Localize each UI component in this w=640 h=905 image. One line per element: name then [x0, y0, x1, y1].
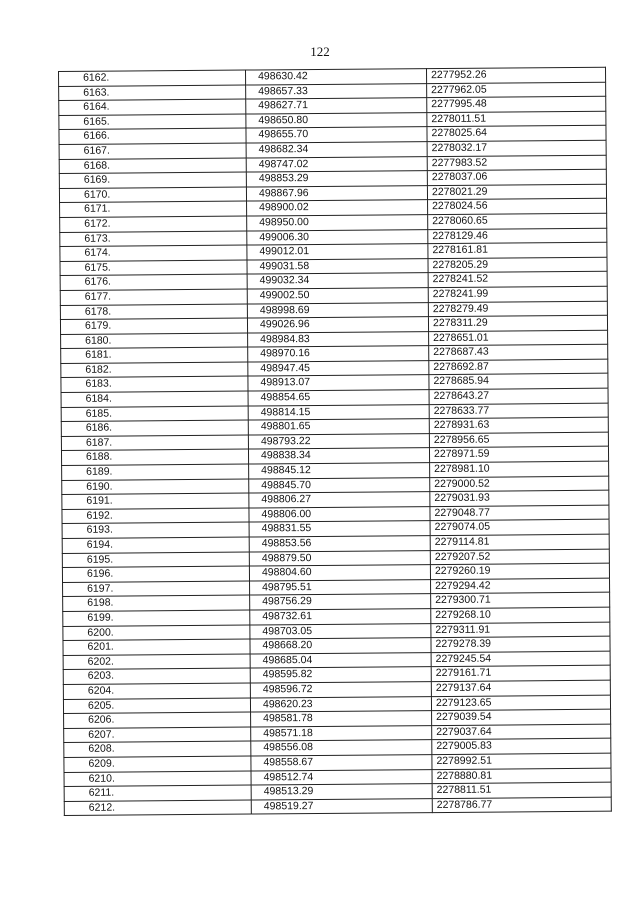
y-coordinate-cell: 2279300.71	[431, 593, 610, 609]
point-number-cell: 6187.	[61, 435, 248, 451]
x-coordinate-cell: 498845.12	[249, 463, 430, 479]
x-coordinate-cell: 499012.01	[247, 244, 428, 260]
y-coordinate-cell: 2277983.52	[427, 155, 606, 171]
y-coordinate-cell: 2278633.77	[429, 403, 608, 419]
x-coordinate-cell: 498998.69	[247, 302, 428, 318]
y-coordinate-cell: 2278025.64	[427, 126, 606, 142]
y-coordinate-cell: 2279123.65	[431, 695, 610, 711]
y-coordinate-cell: 2277995.48	[427, 96, 606, 112]
y-coordinate-cell: 2278241.52	[428, 272, 607, 288]
point-number-cell: 6177.	[60, 289, 247, 305]
x-coordinate-cell: 498581.78	[251, 711, 432, 727]
point-number-cell: 6205.	[63, 698, 250, 714]
y-coordinate-cell: 2278971.59	[429, 447, 608, 463]
point-number-cell: 6202.	[63, 654, 250, 670]
point-number-cell: 6169.	[59, 172, 246, 188]
point-number-cell: 6204.	[63, 683, 250, 699]
x-coordinate-cell: 498732.61	[250, 609, 431, 625]
y-coordinate-cell: 2279048.77	[430, 505, 609, 521]
point-number-cell: 6210.	[64, 771, 251, 787]
x-coordinate-cell: 498795.51	[250, 579, 431, 595]
x-coordinate-cell: 498879.50	[249, 550, 430, 566]
point-number-cell: 6191.	[62, 493, 249, 509]
x-coordinate-cell: 498558.67	[251, 754, 432, 770]
y-coordinate-cell: 2278037.06	[427, 169, 606, 185]
y-coordinate-cell: 2278311.29	[428, 315, 607, 331]
point-number-cell: 6168.	[59, 158, 246, 174]
x-coordinate-cell: 498571.18	[251, 725, 432, 741]
x-coordinate-cell: 498747.02	[246, 156, 427, 172]
x-coordinate-cell: 498630.42	[245, 69, 426, 85]
x-coordinate-cell: 498950.00	[247, 215, 428, 231]
y-coordinate-cell: 2279207.52	[430, 549, 609, 565]
x-coordinate-cell: 498867.96	[246, 185, 427, 201]
point-number-cell: 6178.	[60, 304, 247, 320]
y-coordinate-cell: 2278692.87	[429, 359, 608, 375]
point-number-cell: 6196.	[62, 566, 249, 582]
point-number-cell: 6171.	[60, 201, 247, 217]
coordinates-table-body	[59, 67, 612, 816]
point-number-cell: 6184.	[61, 391, 248, 407]
point-number-cell: 6197.	[63, 581, 250, 597]
y-coordinate-cell: 2278129.46	[428, 228, 607, 244]
point-number-cell: 6166.	[59, 128, 246, 144]
x-coordinate-cell: 498627.71	[246, 98, 427, 114]
x-coordinate-cell: 498845.70	[249, 477, 430, 493]
point-number-cell: 6167.	[59, 143, 246, 159]
x-coordinate-cell: 498682.34	[246, 142, 427, 158]
point-number-cell: 6212.	[64, 800, 251, 816]
y-coordinate-cell: 2279161.71	[431, 666, 610, 682]
x-coordinate-cell: 498900.02	[247, 200, 428, 216]
point-number-cell: 6185.	[61, 406, 248, 422]
x-coordinate-cell: 498804.60	[249, 565, 430, 581]
x-coordinate-cell: 498556.08	[251, 740, 432, 756]
point-number-cell: 6180.	[61, 333, 248, 349]
x-coordinate-cell: 498685.04	[250, 652, 431, 668]
y-coordinate-cell: 2278931.63	[429, 417, 608, 433]
x-coordinate-cell: 499002.50	[247, 288, 428, 304]
y-coordinate-cell: 2279031.93	[430, 490, 609, 506]
point-number-cell: 6162.	[59, 70, 246, 86]
point-number-cell: 6163.	[59, 85, 246, 101]
point-number-cell: 6190.	[62, 479, 249, 495]
point-number-cell: 6198.	[63, 595, 250, 611]
y-coordinate-cell: 2278205.29	[428, 257, 607, 273]
x-coordinate-cell: 499032.34	[247, 273, 428, 289]
y-coordinate-cell: 2277962.05	[427, 82, 606, 98]
point-number-cell: 6199.	[63, 610, 250, 626]
x-coordinate-cell: 498655.70	[246, 127, 427, 143]
point-number-cell: 6183.	[61, 376, 248, 392]
y-coordinate-cell: 2279245.54	[431, 651, 610, 667]
x-coordinate-cell: 498756.29	[250, 594, 431, 610]
point-number-cell: 6186.	[61, 420, 248, 436]
point-number-cell: 6175.	[60, 260, 247, 276]
x-coordinate-cell: 498513.29	[251, 784, 432, 800]
y-coordinate-cell: 2279268.10	[431, 607, 610, 623]
y-coordinate-cell: 2278687.43	[429, 344, 608, 360]
point-number-cell: 6201.	[63, 639, 250, 655]
y-coordinate-cell: 2278024.56	[428, 199, 607, 215]
y-coordinate-cell: 2279311.91	[431, 622, 610, 638]
page-number: 122	[310, 44, 330, 59]
y-coordinate-cell: 2278956.65	[429, 432, 608, 448]
y-coordinate-cell: 2279037.64	[432, 724, 611, 740]
y-coordinate-cell: 2278981.10	[430, 461, 609, 477]
x-coordinate-cell: 498806.00	[249, 506, 430, 522]
x-coordinate-cell: 498853.29	[246, 171, 427, 187]
point-number-cell: 6200.	[63, 625, 250, 641]
y-coordinate-cell: 2278992.51	[432, 753, 611, 769]
y-coordinate-cell: 2278021.29	[427, 184, 606, 200]
x-coordinate-cell: 499006.30	[247, 229, 428, 245]
point-number-cell: 6195.	[62, 552, 249, 568]
y-coordinate-cell: 2279000.52	[430, 476, 609, 492]
y-coordinate-cell: 2277952.26	[426, 67, 605, 83]
coordinates-table	[58, 67, 612, 817]
x-coordinate-cell: 498806.27	[249, 492, 430, 508]
point-number-cell: 6192.	[62, 508, 249, 524]
x-coordinate-cell: 498913.07	[248, 375, 429, 391]
point-number-cell: 6208.	[64, 741, 251, 757]
x-coordinate-cell: 498668.20	[250, 638, 431, 654]
y-coordinate-cell: 2279114.81	[430, 534, 609, 550]
y-coordinate-cell: 2278279.49	[428, 301, 607, 317]
point-number-cell: 6164.	[59, 99, 246, 115]
point-number-cell: 6188.	[61, 449, 248, 465]
x-coordinate-cell: 498831.55	[249, 521, 430, 537]
x-coordinate-cell: 498650.80	[246, 112, 427, 128]
y-coordinate-cell: 2279294.42	[431, 578, 610, 594]
x-coordinate-cell: 498947.45	[248, 360, 429, 376]
x-coordinate-cell: 498853.56	[249, 536, 430, 552]
y-coordinate-cell: 2279074.05	[430, 520, 609, 536]
point-number-cell: 6172.	[60, 216, 247, 232]
x-coordinate-cell: 498512.74	[251, 769, 432, 785]
x-coordinate-cell: 498793.22	[248, 433, 429, 449]
x-coordinate-cell: 498596.72	[250, 682, 431, 698]
table-row	[64, 797, 611, 816]
point-number-cell: 6181.	[61, 347, 248, 363]
y-coordinate-cell: 2278880.81	[432, 768, 611, 784]
y-coordinate-cell: 2279278.39	[431, 636, 610, 652]
point-number-cell: 6194.	[62, 537, 249, 553]
x-coordinate-cell: 498801.65	[248, 419, 429, 435]
y-coordinate-cell: 2278032.17	[427, 140, 606, 156]
y-coordinate-cell: 2278811.51	[432, 782, 611, 798]
y-coordinate-cell: 2278685.94	[429, 374, 608, 390]
y-coordinate-cell: 2279260.19	[430, 563, 609, 579]
x-coordinate-cell: 499026.96	[247, 317, 428, 333]
x-coordinate-cell: 498620.23	[250, 696, 431, 712]
point-number-cell: 6211.	[64, 785, 251, 801]
x-coordinate-cell: 498970.16	[248, 346, 429, 362]
y-coordinate-cell: 2279005.83	[432, 738, 611, 754]
y-coordinate-cell: 2278060.65	[428, 213, 607, 229]
y-coordinate-cell: 2278161.81	[428, 242, 607, 258]
point-number-cell: 6173.	[60, 231, 247, 247]
point-number-cell: 6207.	[64, 727, 251, 743]
point-number-cell: 6189.	[62, 464, 249, 480]
point-number-cell: 6203.	[63, 668, 250, 684]
x-coordinate-cell: 498519.27	[251, 798, 432, 814]
point-number-cell: 6179.	[60, 318, 247, 334]
point-number-cell: 6193.	[62, 522, 249, 538]
point-number-cell: 6165.	[59, 114, 246, 130]
point-number-cell: 6182.	[61, 362, 248, 378]
x-coordinate-cell: 498703.05	[250, 623, 431, 639]
x-coordinate-cell: 498838.34	[248, 448, 429, 464]
point-number-cell: 6170.	[59, 187, 246, 203]
y-coordinate-cell: 2278643.27	[429, 388, 608, 404]
y-coordinate-cell: 2279137.64	[431, 680, 610, 696]
x-coordinate-cell: 499031.58	[247, 258, 428, 274]
point-number-cell: 6206.	[64, 712, 251, 728]
x-coordinate-cell: 498984.83	[248, 331, 429, 347]
point-number-cell: 6174.	[60, 245, 247, 261]
x-coordinate-cell: 498595.82	[250, 667, 431, 683]
x-coordinate-cell: 498657.33	[246, 83, 427, 99]
y-coordinate-cell: 2278241.99	[428, 286, 607, 302]
x-coordinate-cell: 498854.65	[248, 390, 429, 406]
point-number-cell: 6176.	[60, 274, 247, 290]
y-coordinate-cell: 2279039.54	[432, 709, 611, 725]
x-coordinate-cell: 498814.15	[248, 404, 429, 420]
y-coordinate-cell: 2278651.01	[429, 330, 608, 346]
y-coordinate-cell: 2278786.77	[432, 797, 611, 813]
y-coordinate-cell: 2278011.51	[427, 111, 606, 127]
point-number-cell: 6209.	[64, 756, 251, 772]
